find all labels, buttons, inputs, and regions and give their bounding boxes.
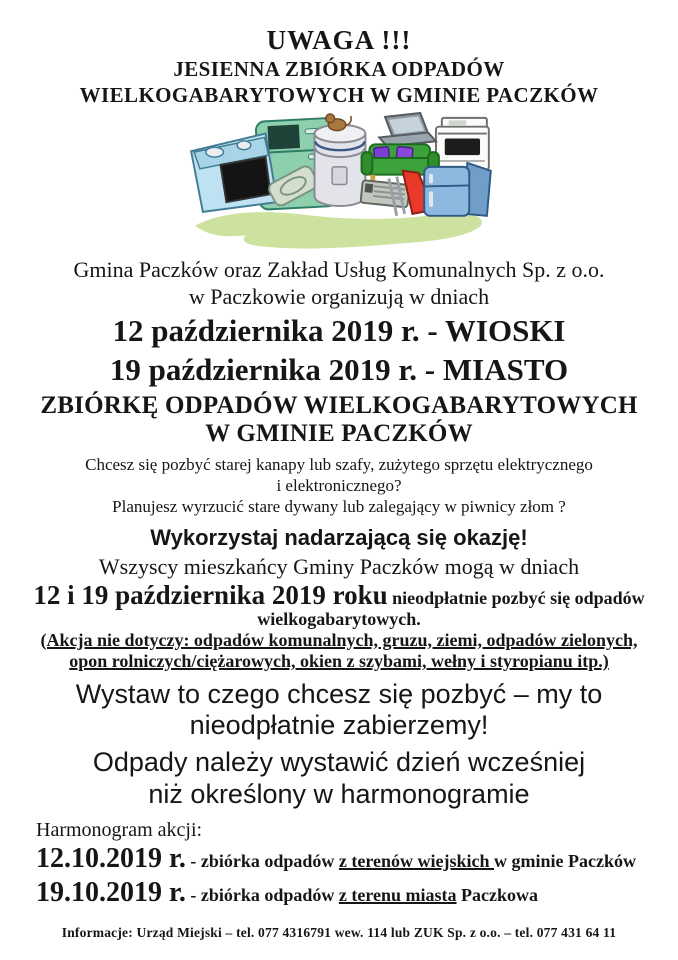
schedule-desc-post: w gminie Paczków bbox=[494, 850, 637, 871]
schedule-row-town bbox=[36, 876, 678, 910]
schedule-date: 19.10.2019 r. bbox=[36, 876, 186, 908]
attention-heading: UWAGA !!! bbox=[266, 25, 412, 55]
question-line-1: Chcesz się pozbyć starej kanapy lub szafy, zużytego sprzętu elektrycznego bbox=[85, 455, 593, 475]
instruction-line-4: niż określony w harmonogramie bbox=[148, 778, 530, 809]
collection-title-line-2: W GMINIE PACZKÓW bbox=[205, 420, 473, 448]
schedule-desc-underlined: z terenów wiejskich bbox=[338, 850, 495, 871]
blue-refrigerator-icon bbox=[424, 163, 491, 216]
title-line-1: JESIENNA ZBIÓRKA ODPADÓW bbox=[173, 56, 505, 81]
schedule-desc-post: Paczkowa bbox=[456, 884, 539, 905]
free-disposal-text: nieodpłatnie pozbyć się odpadów bbox=[387, 587, 645, 608]
free-disposal-line bbox=[0, 581, 678, 609]
collection-date-villages: 12 października 2019 r. - WIOSKI bbox=[112, 313, 566, 349]
washing-machine-icon bbox=[191, 133, 277, 211]
collection-date-town: 19 października 2019 r. - MIASTO bbox=[109, 351, 569, 387]
bulky-waste-clipart bbox=[174, 112, 504, 254]
free-disposal-continuation: wielkogabarytowych. bbox=[257, 608, 421, 629]
water-heater-icon bbox=[315, 124, 366, 205]
question-line-3: Planujesz wyrzucić stare dywany lub zalegający w piwnicy złom ? bbox=[112, 497, 566, 517]
exclusions-line-1: (Akcja nie dotyczy: odpadów komunalnych, gruzu, ziemi, odpadów zielonych, bbox=[40, 629, 638, 650]
schedule-row-villages bbox=[36, 842, 678, 876]
question-line-2: i elektronicznego? bbox=[276, 476, 402, 496]
contact-info: Informacje: Urząd Miejski – tel. 077 4316791 wew. 114 lub ZUK Sp. z o.o. – tel. 077 431 64 11 bbox=[61, 925, 617, 941]
schedule-desc-pre: - zbiórka odpadów bbox=[185, 884, 339, 905]
instruction-line-2: nieodpłatnie zabierzemy! bbox=[189, 710, 489, 741]
green-ground-shape bbox=[195, 212, 482, 248]
collection-title-line-1: ZBIÓRKĘ ODPADÓW WIELKOGABARYTOWYCH bbox=[40, 392, 638, 420]
laptop-icon bbox=[379, 113, 436, 146]
instruction-line-1: Wystaw to czego chcesz się pozbyć – my to bbox=[75, 678, 603, 709]
stove-icon bbox=[436, 118, 489, 170]
schedule-title: Harmonogram akcji: bbox=[36, 818, 203, 841]
exclusions-line-2: opon rolniczych/ciężarowych, okien z szybami, wełny i styropianu itp.) bbox=[69, 651, 609, 672]
organizer-line-1: Gmina Paczków oraz Zakład Usług Komunalnych Sp. z o.o. bbox=[73, 256, 605, 282]
instruction-line-3: Odpady należy wystawić dzień wcześniej bbox=[92, 747, 586, 778]
schedule-date: 12.10.2019 r. bbox=[36, 842, 186, 874]
schedule-desc-underlined: z terenu miasta bbox=[338, 884, 457, 905]
cta-subline: Wszyscy mieszkańcy Gminy Paczków mogą w dniach bbox=[98, 553, 580, 579]
organizer-line-2: w Paczkowie organizują w dniach bbox=[188, 283, 490, 309]
schedule-desc-pre: - zbiórka odpadów bbox=[185, 850, 339, 871]
title-line-2: WIELKOGABARYTOWYCH W GMINIE PACZKÓW bbox=[79, 82, 599, 107]
free-disposal-dates: 12 i 19 października 2019 roku bbox=[33, 579, 388, 610]
cta-headline: Wykorzystaj nadarzającą się okazję! bbox=[150, 524, 528, 550]
